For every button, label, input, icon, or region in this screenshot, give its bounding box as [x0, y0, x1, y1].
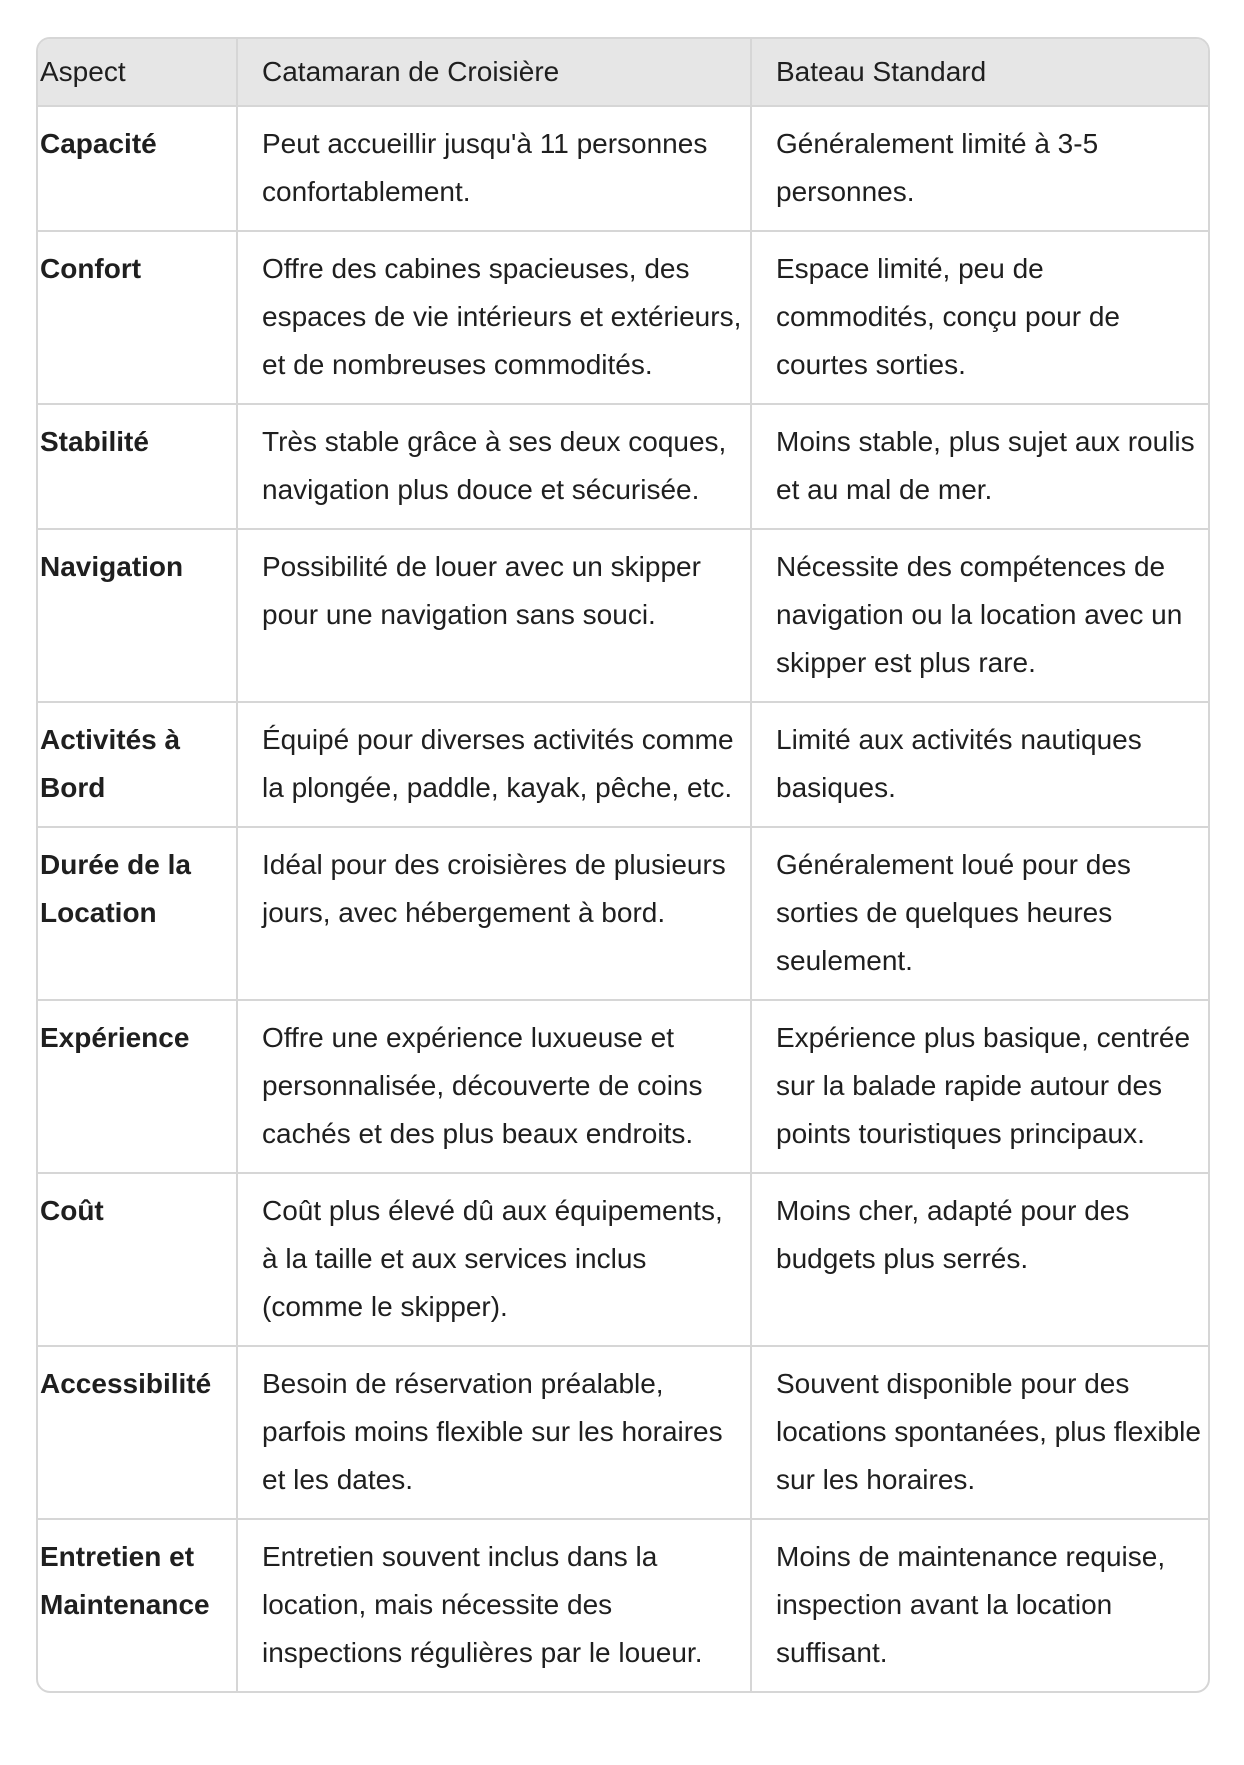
row-aspect: Durée de la Location [38, 827, 237, 1000]
header-bateau: Bateau Standard [751, 39, 1208, 106]
table-row [38, 1173, 1208, 1346]
table-header [38, 39, 1208, 106]
table-row [38, 1519, 1208, 1691]
table-row [38, 404, 1208, 529]
header-catamaran: Catamaran de Croisière [237, 39, 751, 106]
row-bateau: Nécessite des compétences de navigation ou la location avec un skipper est plus rare. [751, 529, 1208, 702]
row-bateau: Moins stable, plus sujet aux roulis et au mal de mer. [751, 404, 1208, 529]
header-aspect: Aspect [38, 39, 237, 106]
comparison-table-grid [38, 39, 1208, 1691]
table-row [38, 702, 1208, 827]
table-row [38, 1000, 1208, 1173]
row-aspect: Entretien et Maintenance [38, 1519, 237, 1691]
row-aspect: Capacité [38, 106, 237, 231]
row-bateau: Moins de maintenance requise, inspection avant la location suffisant. [776, 1541, 1166, 1668]
table-row [38, 106, 1208, 231]
row-catamaran: Très stable grâce à ses deux coques, navigation plus douce et sécurisée. [237, 404, 751, 529]
row-bateau: Moins cher, adapté pour des budgets plus serrés. [751, 1173, 1208, 1346]
comparison-table [36, 37, 1210, 1693]
table-row [38, 827, 1208, 1000]
row-aspect: Expérience [38, 1000, 237, 1173]
row-catamaran: Idéal pour des croisières de plusieurs jours, avec hébergement à bord. [237, 827, 751, 1000]
row-aspect: Activités à Bord [38, 702, 237, 827]
row-bateau: Généralement loué pour des sorties de quelques heures seulement. [751, 827, 1208, 1000]
row-bateau: Espace limité, peu de commodités, conçu pour de courtes sorties. [751, 231, 1208, 404]
row-aspect: Accessibilité [38, 1346, 237, 1519]
row-aspect: Coût [38, 1173, 237, 1346]
row-aspect: Stabilité [38, 404, 237, 529]
row-aspect: Confort [38, 231, 237, 404]
table-row [38, 1346, 1208, 1519]
row-catamaran: Offre des cabines spacieuses, des espaces de vie intérieurs et extérieurs, et de nombreuses commodités. [237, 231, 751, 404]
row-bateau: Souvent disponible pour des locations spontanées, plus flexible sur les horaires. [751, 1346, 1208, 1519]
row-bateau: Limité aux activités nautiques basiques. [751, 702, 1208, 827]
table-row [38, 529, 1208, 702]
row-catamaran: Possibilité de louer avec un skipper pour une navigation sans souci. [237, 529, 751, 702]
row-catamaran: Offre une expérience luxueuse et personnalisée, découverte de coins cachés et des plus beaux endroits. [237, 1000, 751, 1173]
row-bateau: Expérience plus basique, centrée sur la balade rapide autour des points touristiques principaux. [751, 1000, 1208, 1173]
row-bateau: Généralement limité à 3-5 personnes. [751, 106, 1208, 231]
row-catamaran: Coût plus élevé dû aux équipements, à la taille et aux services inclus (comme le skipper). [237, 1173, 751, 1346]
header-row [38, 39, 1208, 106]
row-catamaran: Besoin de réservation préalable, parfois moins flexible sur les horaires et les dates. [237, 1346, 751, 1519]
row-catamaran: Peut accueillir jusqu'à 11 personnes confortablement. [237, 106, 751, 231]
table-row [38, 231, 1208, 404]
row-catamaran: Entretien souvent inclus dans la location, mais nécessite des inspections régulières par le loueur. [237, 1519, 751, 1691]
row-catamaran: Équipé pour diverses activités comme la plongée, paddle, kayak, pêche, etc. [237, 702, 751, 827]
table-body [38, 106, 1208, 1691]
row-aspect: Navigation [38, 529, 237, 702]
